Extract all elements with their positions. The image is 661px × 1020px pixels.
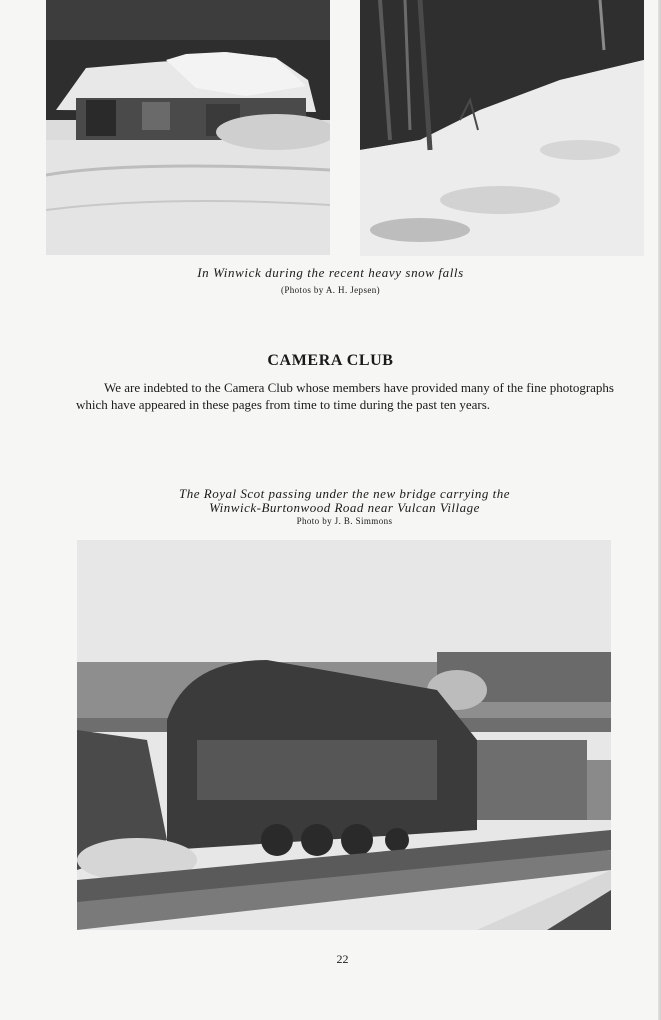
snowy-cottage-photo (46, 0, 330, 255)
train-photo-caption (0, 487, 661, 515)
train-caption-line-1: The Royal Scot passing under the new bridge carrying the (179, 486, 510, 501)
page-number: 22 (336, 952, 349, 966)
snowy-woodland-photo (360, 0, 644, 256)
camera-club-paragraph: We are indebted to the Camera Club whose members have provided many of the fine photographs which have appeared in these pages from time to time during the past ten years. (76, 380, 614, 412)
locomotive-illustration (77, 540, 611, 930)
snow-photos-credit: (Photos by A. H. Jepsen) (280, 285, 381, 295)
train-caption-line-2: Winwick-Burtonwood Road near Vulcan Village (209, 500, 480, 515)
train-photo-credit: Photo by J. B. Simmons (296, 516, 393, 526)
locomotive-under-bridge-photo (77, 540, 611, 930)
camera-club-heading: CAMERA CLUB (267, 352, 394, 369)
snow-photos-caption: In Winwick during the recent heavy snow falls (197, 265, 464, 280)
woodland-illustration (360, 0, 644, 256)
cottage-illustration (46, 0, 330, 255)
